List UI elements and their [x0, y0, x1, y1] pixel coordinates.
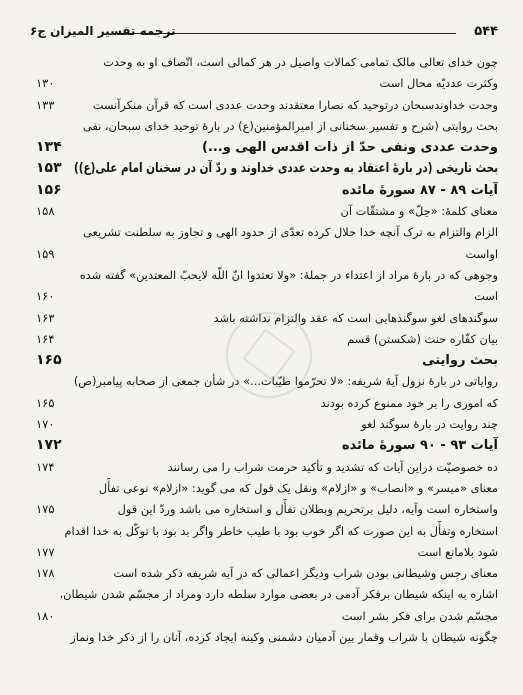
toc-line — [30, 627, 498, 648]
toc-line — [30, 222, 498, 243]
toc-line — [30, 371, 498, 392]
table-of-contents — [30, 52, 498, 648]
toc-entry-text: که اموری را بر خود ممنوع کرده بودند — [320, 395, 498, 410]
toc-page-number: ۱۷۷ — [36, 544, 55, 559]
toc-entry-text: سوگندهای لغو سوگندهایی است که عقد والتزام نداشته باشد — [213, 310, 498, 325]
toc-page-number: ۱۷۸ — [36, 566, 55, 581]
toc-entry-text: معنای رجس وشیطانی بودن شراب ودیگر اعمالی که در آیه شریفه ذکر شده است — [113, 566, 498, 581]
toc-line — [30, 116, 498, 137]
toc-page-number: ۱۶۴ — [36, 331, 55, 346]
toc-line — [30, 52, 498, 73]
toc-line — [30, 95, 498, 116]
book-title: ترجمه تفسیر المیزان ج۶ — [30, 24, 176, 38]
page-number: ۵۴۴ — [474, 24, 498, 39]
toc-line — [30, 393, 498, 414]
toc-entry-text: ده خصوصیّت دراین آیات که تشدید و تأکید حرمت شراب را می رسانند — [167, 459, 498, 474]
document-page — [30, 22, 498, 682]
toc-line — [30, 158, 498, 179]
toc-line — [30, 180, 498, 201]
toc-entry-text: آیات ۹۳ - ۹۰ سورهٔ مائده — [341, 438, 498, 454]
toc-entry-text: بیان کفّاره حنث (شکستن) قسم — [347, 331, 498, 346]
toc-page-number: ۱۳۰ — [36, 76, 55, 91]
toc-line — [30, 137, 498, 158]
toc-line — [30, 73, 498, 94]
toc-line — [30, 350, 498, 371]
toc-page-number: ۱۷۵ — [36, 502, 55, 517]
toc-line — [30, 201, 498, 222]
toc-page-number: ۱۷۰ — [36, 417, 55, 432]
toc-entry-text: آیات ۸۹ - ۸۷ سورهٔ مائده — [341, 182, 498, 198]
toc-line — [30, 584, 498, 605]
toc-line — [30, 265, 498, 286]
toc-entry-text: وکثرت عددیّه محال است — [379, 76, 498, 91]
toc-entry-text: استخاره وتفأّل به این صورت که اگر خوب بود با طیب خاطر واگر بد بود با توکّل به خدا اقدام — [64, 523, 498, 538]
toc-line — [30, 308, 498, 329]
toc-line — [30, 435, 498, 456]
toc-page-number: ۱۵۸ — [36, 204, 55, 219]
toc-page-number: ۱۷۴ — [36, 459, 55, 474]
toc-page-number: ۱۵۳ — [36, 160, 62, 177]
toc-entry-text: چون خدای تعالی مالک تمامی کمالات واصیل در هر کمالی است، اتّصاف او به وحدت — [103, 55, 498, 69]
toc-line — [30, 457, 498, 478]
toc-entry-text: بحث تاریخی (در بارهٔ اعتقاد به وحدت عددی خداوند و ردّ آن در سخنان امام علی(ع)) — [73, 161, 498, 177]
toc-page-number: ۱۳۳ — [36, 97, 55, 112]
toc-entry-text: شود بلامانع است — [417, 544, 498, 559]
toc-page-number: ۱۷۲ — [36, 437, 62, 454]
toc-line — [30, 478, 498, 499]
toc-line — [30, 521, 498, 542]
toc-entry-text: مجسّم شدن برای فکر بشر است — [341, 608, 498, 623]
toc-entry-text: الزام والتزام به ترک آنچه خدا حلال کرده تعدّی از حدود الهی و تجاوز به سلطنت تشریعی — [83, 225, 498, 240]
toc-entry-text: واستخاره است وآیه، دلیل برتحریم وبطلان تفأّل و استخاره می باشد وردّ این قول — [117, 502, 498, 517]
toc-entry-text: اشاره به اینکه شیطان برفکر آدمی در بعضی موارد سلطه دارد ومراد از مجسّم شدن شیطان، — [59, 587, 498, 602]
toc-page-number: ۱۵۹ — [36, 246, 55, 261]
toc-line — [30, 414, 498, 435]
toc-entry-text: وحدت عددی ونفی حدّ از ذات اقدس الهی و...) — [201, 140, 498, 156]
toc-page-number: ۱۳۴ — [36, 139, 62, 156]
toc-entry-text: وجوهی که در بارهٔ مراد از اعتداء در جملهٔ: «ولا تعتدوا انّ اللّه لایحبّ المعتدین» گفته شده — [79, 267, 498, 282]
toc-page-number: ۱۸۰ — [36, 608, 55, 623]
toc-line — [30, 563, 498, 584]
toc-line — [30, 329, 498, 350]
toc-entry-text: است — [474, 289, 498, 304]
toc-entry-text: وحدت خداوندسبحان درتوحید که نصارا معتقدند وحدت عددی است که قرآن منکرآنست — [92, 97, 498, 112]
toc-page-number: ۱۶۳ — [36, 310, 55, 325]
toc-entry-text: اواست — [465, 246, 498, 261]
toc-line — [30, 499, 498, 520]
toc-entry-text: چند روایت در بارهٔ سوگند لغو — [361, 417, 498, 432]
toc-entry-text: معنای کلمهٔ: «حِلّ» و مشتقّات آن — [340, 204, 498, 219]
toc-entry-text: بحث روایتی (شرح و تفسیر سخنانی از امیرالمؤمنین(ع) در بارهٔ توحید خدای سبحان، نفی — [82, 118, 498, 133]
toc-line — [30, 606, 498, 627]
toc-line — [30, 542, 498, 563]
toc-line — [30, 286, 498, 307]
toc-line — [30, 244, 498, 265]
toc-page-number: ۱۶۵ — [36, 395, 55, 410]
toc-page-number: ۱۵۶ — [36, 181, 62, 198]
toc-page-number: ۱۶۰ — [36, 289, 55, 304]
toc-entry-text: چگونه شیطان با شراب وقمار بین آدمیان دشمنی وکینه ایجاد کرده، آنان را از ذکر خدا ونماز — [70, 630, 498, 645]
page-header — [30, 22, 498, 42]
toc-entry-text: بحث روایتی — [422, 353, 498, 369]
toc-entry-text: معنای «میسر» و «انصاب» و «ازلام» ونقل یک قول که می گوید: «ازلام» نوعی تفأّل — [98, 480, 498, 495]
toc-entry-text: روایاتی در بارهٔ نزول آیهٔ شریفه: «لا تحرّموا طیّبات...» در شأن جمعی از صحابه پیامبر(ص) — [73, 374, 498, 389]
toc-page-number: ۱۶۵ — [36, 352, 62, 369]
